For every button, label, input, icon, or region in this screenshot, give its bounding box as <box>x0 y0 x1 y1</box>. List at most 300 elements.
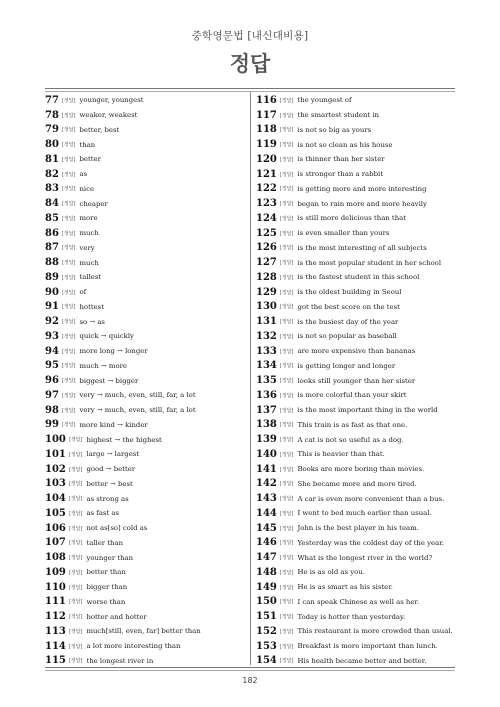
answer-tag: [정답] <box>68 555 83 562</box>
answer-tag: [정답] <box>279 555 294 562</box>
answer-item <box>45 241 245 256</box>
answer-item <box>45 462 245 477</box>
answer-text: A cat is not so useful as a dog. <box>297 435 404 444</box>
answer-tag: [정답] <box>279 451 294 458</box>
answer-text: the longest river in <box>86 656 154 665</box>
answer-text: is the most popular student in her school <box>297 258 442 267</box>
answer-number: 100 <box>45 434 66 446</box>
answer-tag: [정답] <box>68 481 83 488</box>
answer-text: He is as smart as his sister. <box>297 583 393 592</box>
answer-number: 96 <box>45 375 59 387</box>
answer-number: 146 <box>256 537 277 549</box>
answer-text: is more colorful than your skirt <box>297 391 407 400</box>
answer-item <box>256 93 456 108</box>
answer-number: 144 <box>256 507 277 519</box>
answer-item <box>45 196 245 211</box>
answer-text: This restaurant is more crowded than usual. <box>297 627 453 636</box>
answer-tag: [정답] <box>61 142 76 149</box>
answer-number: 112 <box>45 611 66 623</box>
answer-text: is not so clean as his house <box>297 140 393 149</box>
answer-tag: [정답] <box>279 540 294 547</box>
answer-text: as fast as <box>86 509 120 518</box>
answer-item <box>45 270 245 285</box>
answer-text: very → much, even, still, far, a lot <box>79 406 196 415</box>
answer-item <box>256 300 456 315</box>
answer-number: 147 <box>256 552 277 564</box>
answer-item <box>45 536 245 551</box>
answer-text: not as[so] cold as <box>86 524 148 533</box>
answer-number: 119 <box>256 139 277 151</box>
answer-text: much[still, even, far] better than <box>86 627 201 636</box>
answer-text: younger, youngest <box>79 96 144 105</box>
answer-text: are more expensive than bananas <box>297 347 416 356</box>
answer-tag: [정답] <box>279 260 294 267</box>
answer-item <box>256 182 456 197</box>
answer-number: 92 <box>45 316 59 328</box>
answer-text: John is the best player in his team. <box>297 524 419 533</box>
answer-item <box>256 477 456 492</box>
answer-number: 88 <box>45 257 59 269</box>
answer-tag: [정답] <box>61 319 76 326</box>
answer-item <box>45 359 245 374</box>
answer-text: A car is even more convenient than a bus. <box>297 494 445 503</box>
answer-number: 97 <box>45 389 59 401</box>
answer-number: 116 <box>256 94 277 106</box>
answer-tag: [정답] <box>279 245 294 252</box>
answer-tag: [정답] <box>61 333 76 340</box>
answer-tag: [정답] <box>279 230 294 237</box>
answer-tag: [정답] <box>279 274 294 281</box>
answer-item <box>256 241 456 256</box>
answer-number: 103 <box>45 478 66 490</box>
answer-item <box>256 506 456 521</box>
answer-item <box>256 418 456 433</box>
answer-item <box>45 639 245 654</box>
answer-text: began to rain more and more heavily <box>297 199 427 208</box>
answer-item <box>256 447 456 462</box>
answer-number: 109 <box>45 566 66 578</box>
answer-tag: [정답] <box>279 466 294 473</box>
answer-text: is not so big as yours <box>297 125 372 134</box>
answer-text: more long → longer <box>79 347 148 356</box>
answer-item <box>45 373 245 388</box>
answer-text: is still more delicious than that <box>297 214 407 223</box>
answer-item <box>45 152 245 167</box>
answer-number: 102 <box>45 463 66 475</box>
answer-text: so → as <box>79 317 105 326</box>
answer-number: 153 <box>256 640 277 652</box>
answer-item <box>256 211 456 226</box>
answer-number: 84 <box>45 198 59 210</box>
answer-number: 151 <box>256 611 277 623</box>
answer-number: 138 <box>256 419 277 431</box>
answer-tag: [정답] <box>68 510 83 517</box>
answer-text: as strong as <box>86 494 129 503</box>
answer-number: 141 <box>256 463 277 475</box>
answer-text: His health became better and better. <box>297 656 427 665</box>
answer-tag: [정답] <box>61 363 76 370</box>
answer-tag: [정답] <box>68 496 83 503</box>
column-divider <box>250 92 251 665</box>
answer-tag: [정답] <box>61 215 76 222</box>
answer-column-right <box>256 93 456 668</box>
answer-item <box>45 300 245 315</box>
answer-item <box>45 137 245 152</box>
answer-tag: [정답] <box>61 97 76 104</box>
answer-number: 122 <box>256 183 277 195</box>
answer-item <box>45 344 245 359</box>
answer-item <box>256 226 456 241</box>
answer-text: Today is hotter than yesterday. <box>297 612 406 621</box>
answer-number: 111 <box>45 596 66 608</box>
page-number: 182 <box>242 676 258 685</box>
answer-text: got the best score on the test <box>297 302 400 311</box>
answer-tag: [정답] <box>279 584 294 591</box>
answer-number: 93 <box>45 330 59 342</box>
answer-tag: [정답] <box>68 628 83 635</box>
answer-number: 107 <box>45 537 66 549</box>
answer-text: is getting more and more interesting <box>297 184 427 193</box>
answer-tag: [정답] <box>279 481 294 488</box>
answer-tag: [정답] <box>61 289 76 296</box>
answer-number: 136 <box>256 389 277 401</box>
answer-number: 118 <box>256 124 277 136</box>
book-subtitle: 중학영문법 [내신대비용] <box>191 30 309 42</box>
answer-text: bigger than <box>86 583 128 592</box>
answer-item <box>45 314 245 329</box>
answer-number: 126 <box>256 242 277 254</box>
answer-text: is stronger than a rabbit <box>297 170 383 179</box>
answer-tag: [정답] <box>68 451 83 458</box>
answer-tag: [정답] <box>279 407 294 414</box>
answer-tag: [정답] <box>279 510 294 517</box>
answer-item <box>256 521 456 536</box>
answer-number: 135 <box>256 375 277 387</box>
answer-tag: [정답] <box>279 201 294 208</box>
answer-tag: [정답] <box>68 599 83 606</box>
answer-number: 87 <box>45 242 59 254</box>
answer-item <box>45 477 245 492</box>
answer-item <box>45 521 245 536</box>
answer-text: the smartest student in <box>297 111 379 120</box>
answer-item <box>45 167 245 182</box>
answer-text: What is the longest river in the world? <box>297 553 433 562</box>
answer-item <box>256 491 456 506</box>
answer-text: I can speak Chinese as well as her. <box>297 597 420 606</box>
answer-item <box>45 255 245 270</box>
answer-item <box>256 462 456 477</box>
answer-text: cheaper <box>79 199 108 208</box>
answer-text: more <box>79 214 98 223</box>
answer-text: better → best <box>86 479 133 488</box>
answer-item <box>256 196 456 211</box>
answer-item <box>256 167 456 182</box>
answer-tag: [정답] <box>68 643 83 650</box>
answer-item <box>45 329 245 344</box>
answer-text: highest → the highest <box>86 435 162 444</box>
top-rule <box>45 88 455 89</box>
answer-number: 121 <box>256 168 277 180</box>
answer-item <box>45 403 245 418</box>
answer-tag: [정답] <box>279 112 294 119</box>
answer-text: Books are more boring than movies. <box>297 465 425 474</box>
answer-text: much → more <box>79 361 127 370</box>
answer-number: 149 <box>256 581 277 593</box>
answer-number: 104 <box>45 493 66 505</box>
answer-text: better <box>79 155 101 164</box>
answer-number: 110 <box>45 581 66 593</box>
answer-tag: [정답] <box>279 422 294 429</box>
answer-text: as <box>79 170 88 179</box>
answer-item <box>45 285 245 300</box>
answer-tag: [정답] <box>279 171 294 178</box>
answer-text: quick → quickly <box>79 332 134 341</box>
answer-number: 133 <box>256 345 277 357</box>
answer-text: weaker, weakest <box>79 111 138 120</box>
answer-item <box>256 432 456 447</box>
answer-number: 152 <box>256 625 277 637</box>
answer-number: 85 <box>45 212 59 224</box>
answer-number: 134 <box>256 360 277 372</box>
answer-number: 113 <box>45 625 66 637</box>
answer-tag: [정답] <box>61 245 76 252</box>
answer-text: hottest <box>79 302 104 311</box>
answer-number: 98 <box>45 404 59 416</box>
answer-text: the youngest of <box>297 96 352 105</box>
answer-item <box>45 550 245 565</box>
answer-item <box>45 432 245 447</box>
answer-number: 81 <box>45 153 59 165</box>
answer-item <box>256 609 456 624</box>
answer-text: This is heavier than that. <box>297 450 385 459</box>
answer-text: much <box>79 229 99 238</box>
answer-text: than <box>79 140 96 149</box>
answer-item <box>45 565 245 580</box>
answer-item <box>256 639 456 654</box>
answer-number: 132 <box>256 330 277 342</box>
answer-text: She became more and more tired. <box>297 479 417 488</box>
answer-text: He is as old as you. <box>297 568 365 577</box>
answer-number: 82 <box>45 168 59 180</box>
answer-number: 120 <box>256 153 277 165</box>
answer-tag: [정답] <box>61 230 76 237</box>
answer-text: is the most important thing in the world <box>297 406 438 415</box>
answer-tag: [정답] <box>61 378 76 385</box>
answer-tag: [정답] <box>68 614 83 621</box>
answer-item <box>256 255 456 270</box>
answer-item <box>256 344 456 359</box>
answer-number: 99 <box>45 419 59 431</box>
answer-number: 142 <box>256 478 277 490</box>
answer-number: 154 <box>256 655 277 667</box>
answer-number: 129 <box>256 286 277 298</box>
answer-item <box>256 595 456 610</box>
answer-tag: [정답] <box>279 525 294 532</box>
answer-number: 139 <box>256 434 277 446</box>
answer-text: I went to bed much earlier than usual. <box>297 509 432 518</box>
answer-tag: [정답] <box>279 614 294 621</box>
answer-text: biggest → bigger <box>79 376 139 385</box>
answer-tag: [정답] <box>61 186 76 193</box>
answer-tag: [정답] <box>61 348 76 355</box>
answer-number: 83 <box>45 183 59 195</box>
answer-number: 140 <box>256 448 277 460</box>
answer-tag: [정답] <box>279 437 294 444</box>
answer-item <box>256 388 456 403</box>
answer-item <box>256 536 456 551</box>
answer-item <box>45 447 245 462</box>
answer-item <box>45 123 245 138</box>
answer-item <box>45 609 245 624</box>
answer-item <box>45 226 245 241</box>
answer-text: taller than <box>86 538 124 547</box>
answer-item <box>256 550 456 565</box>
answer-text: better than <box>86 568 126 577</box>
answer-number: 125 <box>256 227 277 239</box>
answer-tag: [정답] <box>279 156 294 163</box>
answer-number: 130 <box>256 301 277 313</box>
answer-tag: [정답] <box>61 112 76 119</box>
answer-number: 91 <box>45 301 59 313</box>
answer-text: much <box>79 258 99 267</box>
answer-text: is even smaller than yours <box>297 229 390 238</box>
answer-text: hotter and hotter <box>86 612 147 621</box>
answer-number: 131 <box>256 316 277 328</box>
answer-item <box>256 373 456 388</box>
answer-text: looks still younger than her sister <box>297 376 416 385</box>
answer-item <box>45 182 245 197</box>
answer-number: 117 <box>256 109 277 121</box>
answer-number: 101 <box>45 448 66 460</box>
answer-item <box>45 491 245 506</box>
answer-tag: [정답] <box>279 319 294 326</box>
answer-tag: [정답] <box>61 260 76 267</box>
answer-text: tallest <box>79 273 102 282</box>
answer-number: 148 <box>256 566 277 578</box>
answer-text: is the fastest student in this school <box>297 273 420 282</box>
answer-tag: [정답] <box>279 304 294 311</box>
answer-item <box>45 108 245 123</box>
answer-tag: [정답] <box>61 304 76 311</box>
answer-number: 106 <box>45 522 66 534</box>
answer-tag: [정답] <box>279 348 294 355</box>
answer-tag: [정답] <box>279 333 294 340</box>
answer-column-left <box>45 93 245 668</box>
answer-tag: [정답] <box>68 466 83 473</box>
answer-number: 90 <box>45 286 59 298</box>
answer-tag: [정답] <box>279 289 294 296</box>
answer-text: large → largest <box>86 450 140 459</box>
answer-item <box>45 506 245 521</box>
answer-number: 89 <box>45 271 59 283</box>
answer-tag: [정답] <box>279 97 294 104</box>
answer-item <box>256 565 456 580</box>
answer-tag: [정답] <box>279 643 294 650</box>
answer-tag: [정답] <box>61 171 76 178</box>
answer-item <box>45 211 245 226</box>
answer-text: is not so popular as baseball <box>297 332 397 341</box>
answer-tag: [정답] <box>279 628 294 635</box>
answer-tag: [정답] <box>68 525 83 532</box>
answer-number: 145 <box>256 522 277 534</box>
answer-text: very <box>79 243 95 252</box>
answer-tag: [정답] <box>61 201 76 208</box>
answer-tag: [정답] <box>68 569 83 576</box>
answer-tag: [정답] <box>61 274 76 281</box>
answer-item <box>45 388 245 403</box>
answer-item <box>256 359 456 374</box>
answer-number: 108 <box>45 552 66 564</box>
answer-item <box>256 403 456 418</box>
answer-tag: [정답] <box>279 599 294 606</box>
answer-item <box>45 93 245 108</box>
answer-number: 143 <box>256 493 277 505</box>
answer-tag: [정답] <box>279 658 294 665</box>
bottom-rule <box>45 667 455 668</box>
answer-tag: [정답] <box>279 215 294 222</box>
answer-number: 127 <box>256 257 277 269</box>
answer-text: a lot more interesting than <box>86 642 181 651</box>
answer-text: is getting longer and longer <box>297 361 396 370</box>
answer-number: 123 <box>256 198 277 210</box>
answer-item <box>45 580 245 595</box>
answer-number: 94 <box>45 345 59 357</box>
answer-tag: [정답] <box>68 584 83 591</box>
answer-tag: [정답] <box>279 378 294 385</box>
answer-number: 124 <box>256 212 277 224</box>
answer-number: 95 <box>45 360 59 372</box>
answer-tag: [정답] <box>68 437 83 444</box>
answer-number: 78 <box>45 109 59 121</box>
answer-item <box>45 624 245 639</box>
answer-text: is the oldest building in Seoul <box>297 288 402 297</box>
answer-number: 105 <box>45 507 66 519</box>
answer-text: nice <box>79 184 95 193</box>
answer-item <box>45 418 245 433</box>
answer-text: better, best <box>79 125 120 134</box>
answer-item <box>256 329 456 344</box>
answer-tag: [정답] <box>61 392 76 399</box>
answer-tag: [정답] <box>279 127 294 134</box>
answer-number: 128 <box>256 271 277 283</box>
answer-text: worse than <box>86 597 126 606</box>
answer-item <box>256 108 456 123</box>
answer-item <box>256 314 456 329</box>
answer-number: 114 <box>45 640 66 652</box>
answer-item <box>256 137 456 152</box>
answer-number: 77 <box>45 94 59 106</box>
answer-text: Yesterday was the coldest day of the year. <box>297 538 444 547</box>
answer-item <box>45 595 245 610</box>
answer-text: is thinner than her sister <box>297 155 385 164</box>
answer-tag: [정답] <box>61 422 76 429</box>
page-title: 정답 <box>229 52 271 76</box>
answer-number: 115 <box>45 655 66 667</box>
answer-item <box>256 123 456 138</box>
answer-text: younger than <box>86 553 134 562</box>
answer-number: 150 <box>256 596 277 608</box>
answer-number: 86 <box>45 227 59 239</box>
answer-text: very → much, even, still, far, a lot <box>79 391 196 400</box>
answer-tag: [정답] <box>61 156 76 163</box>
answer-text: This train is as fast as that one. <box>297 420 408 429</box>
answer-tag: [정답] <box>68 540 83 547</box>
answer-text: is the busiest day of the year <box>297 317 399 326</box>
answer-number: 137 <box>256 404 277 416</box>
answer-tag: [정답] <box>61 407 76 414</box>
answer-item <box>256 152 456 167</box>
answer-item <box>256 624 456 639</box>
